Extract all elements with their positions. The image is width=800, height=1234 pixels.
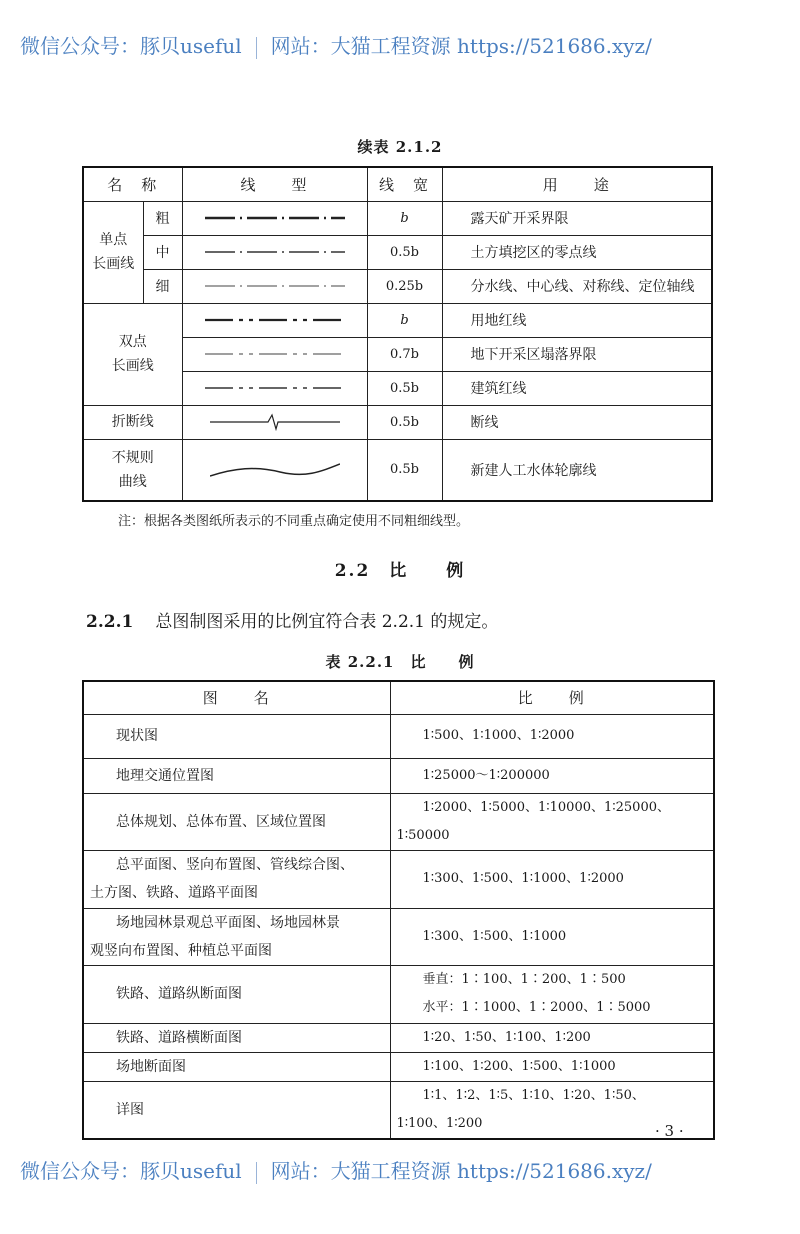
drawing-name: 地理交通位置图 <box>83 758 390 793</box>
section-title: 2.2 比 例 <box>334 561 466 581</box>
watermark-top <box>20 30 780 59</box>
wavy-line-icon <box>210 460 340 480</box>
dash-dot-thick-line-icon <box>205 215 345 221</box>
line-sample <box>182 371 367 405</box>
line-usage: 建筑红线 <box>442 371 712 405</box>
table-row <box>83 1081 714 1139</box>
watermark-bottom <box>20 1155 780 1184</box>
drawing-name: 场地断面图 <box>83 1052 390 1081</box>
table-row <box>83 714 714 758</box>
line-usage: 新建人工水体轮廓线 <box>442 439 712 501</box>
watermark-separator <box>256 37 257 59</box>
group-name-break-line: 折断线 <box>83 405 182 439</box>
header-drawing-name: 图 名 <box>83 681 390 714</box>
table-row <box>83 850 714 908</box>
line-width: 0.5b <box>367 439 442 501</box>
table-row <box>83 1023 714 1052</box>
table-row <box>83 405 712 439</box>
line-sample <box>182 405 367 439</box>
line-width: 0.5b <box>367 235 442 269</box>
break-line-icon <box>210 413 340 431</box>
table1-caption: 续表 2.1.2 <box>357 138 443 156</box>
line-width: 0.7b <box>367 337 442 371</box>
line-usage: 地下开采区塌落界限 <box>442 337 712 371</box>
line-sample <box>182 201 367 235</box>
line-type-table <box>82 166 713 502</box>
line-width: 0.5b <box>367 405 442 439</box>
watermark-wechat: 微信公众号：豚贝useful <box>20 34 242 58</box>
scale-value: 1∶1、1∶2、1∶5、1∶10、1∶20、1∶50、 1∶100、1∶200 <box>390 1081 714 1139</box>
table-row <box>83 303 712 337</box>
line-width: b <box>367 303 442 337</box>
watermark-site: 网站：大猫工程资源 https://521686.xyz/ <box>270 34 652 58</box>
table-row <box>83 201 712 235</box>
scale-value: 1∶25000～1∶200000 <box>390 758 714 793</box>
scale-table <box>82 680 715 1140</box>
weight-label: 细 <box>143 269 182 303</box>
table-row <box>83 908 714 965</box>
drawing-name: 场地园林景观总平面图、场地园林景 观竖向布置图、种植总平面图 <box>83 908 390 965</box>
drawing-name: 铁路、道路横断面图 <box>83 1023 390 1052</box>
line-sample <box>182 439 367 501</box>
page-number: · 3 · <box>655 1122 684 1140</box>
line-usage: 用地红线 <box>442 303 712 337</box>
drawing-name: 总体规划、总体布置、区域位置图 <box>83 793 390 850</box>
watermark-site: 网站：大猫工程资源 https://521686.xyz/ <box>270 1159 652 1183</box>
scale-value: 1∶300、1∶500、1∶1000 <box>390 908 714 965</box>
drawing-name: 详图 <box>83 1081 390 1139</box>
scale-value: 1∶2000、1∶5000、1∶10000、1∶25000、 1∶50000 <box>390 793 714 850</box>
line-usage: 土方填挖区的零点线 <box>442 235 712 269</box>
table-header-row <box>83 167 712 201</box>
header-name: 名 称 <box>83 167 182 201</box>
header-line-width: 线 宽 <box>367 167 442 201</box>
table-row <box>83 439 712 501</box>
drawing-name: 总平面图、竖向布置图、管线综合图、 土方图、铁路、道路平面图 <box>83 850 390 908</box>
line-width: 0.5b <box>367 371 442 405</box>
table-row <box>83 235 712 269</box>
dash-dot-thin-line-icon <box>205 283 345 289</box>
table1-note: 注：根据各类图纸所表示的不同重点确定使用不同粗细线型。 <box>118 514 470 529</box>
weight-label: 中 <box>143 235 182 269</box>
clause <box>86 607 498 632</box>
line-sample <box>182 303 367 337</box>
table-row <box>83 758 714 793</box>
clause-text: 总图制图采用的比例宜符合表 2.2.1 的规定。 <box>155 612 499 632</box>
table-row <box>83 269 712 303</box>
table-row <box>83 793 714 850</box>
line-width: b <box>367 201 442 235</box>
dash-double-dot-medium-line-icon <box>205 385 345 391</box>
table2-caption: 表 2.2.1 比 例 <box>325 653 475 671</box>
line-usage: 露天矿开采界限 <box>442 201 712 235</box>
line-usage: 分水线、中心线、对称线、定位轴线 <box>442 269 712 303</box>
header-line-type: 线 型 <box>182 167 367 201</box>
table-header-row <box>83 681 714 714</box>
header-scale: 比 例 <box>390 681 714 714</box>
scale-value: 1∶20、1∶50、1∶100、1∶200 <box>390 1023 714 1052</box>
group-name-single-dot: 单点 长画线 <box>83 201 143 303</box>
table-row <box>83 965 714 1023</box>
group-name-double-dot: 双点 长画线 <box>83 303 182 405</box>
line-width: 0.25b <box>367 269 442 303</box>
dash-double-dot-light-line-icon <box>205 351 345 357</box>
watermark-separator <box>256 1162 257 1184</box>
line-sample <box>182 337 367 371</box>
group-name-irregular-curve: 不规则 曲线 <box>83 439 182 501</box>
line-sample <box>182 235 367 269</box>
dash-dot-medium-line-icon <box>205 249 345 255</box>
scale-value: 1∶500、1∶1000、1∶2000 <box>390 714 714 758</box>
watermark-wechat: 微信公众号：豚贝useful <box>20 1159 242 1183</box>
scale-value: 1∶100、1∶200、1∶500、1∶1000 <box>390 1052 714 1081</box>
line-usage: 断线 <box>442 405 712 439</box>
drawing-name: 铁路、道路纵断面图 <box>83 965 390 1023</box>
clause-number: 2.2.1 <box>86 612 134 632</box>
header-usage: 用 途 <box>442 167 712 201</box>
weight-label: 粗 <box>143 201 182 235</box>
scale-value: 垂直：1∶100、1∶200、1∶500 水平：1∶1000、1∶2000、1∶5000 <box>390 965 714 1023</box>
drawing-name: 现状图 <box>83 714 390 758</box>
dash-double-dot-thick-line-icon <box>205 317 345 323</box>
scale-value: 1∶300、1∶500、1∶1000、1∶2000 <box>390 850 714 908</box>
table-row <box>83 1052 714 1081</box>
line-sample <box>182 269 367 303</box>
